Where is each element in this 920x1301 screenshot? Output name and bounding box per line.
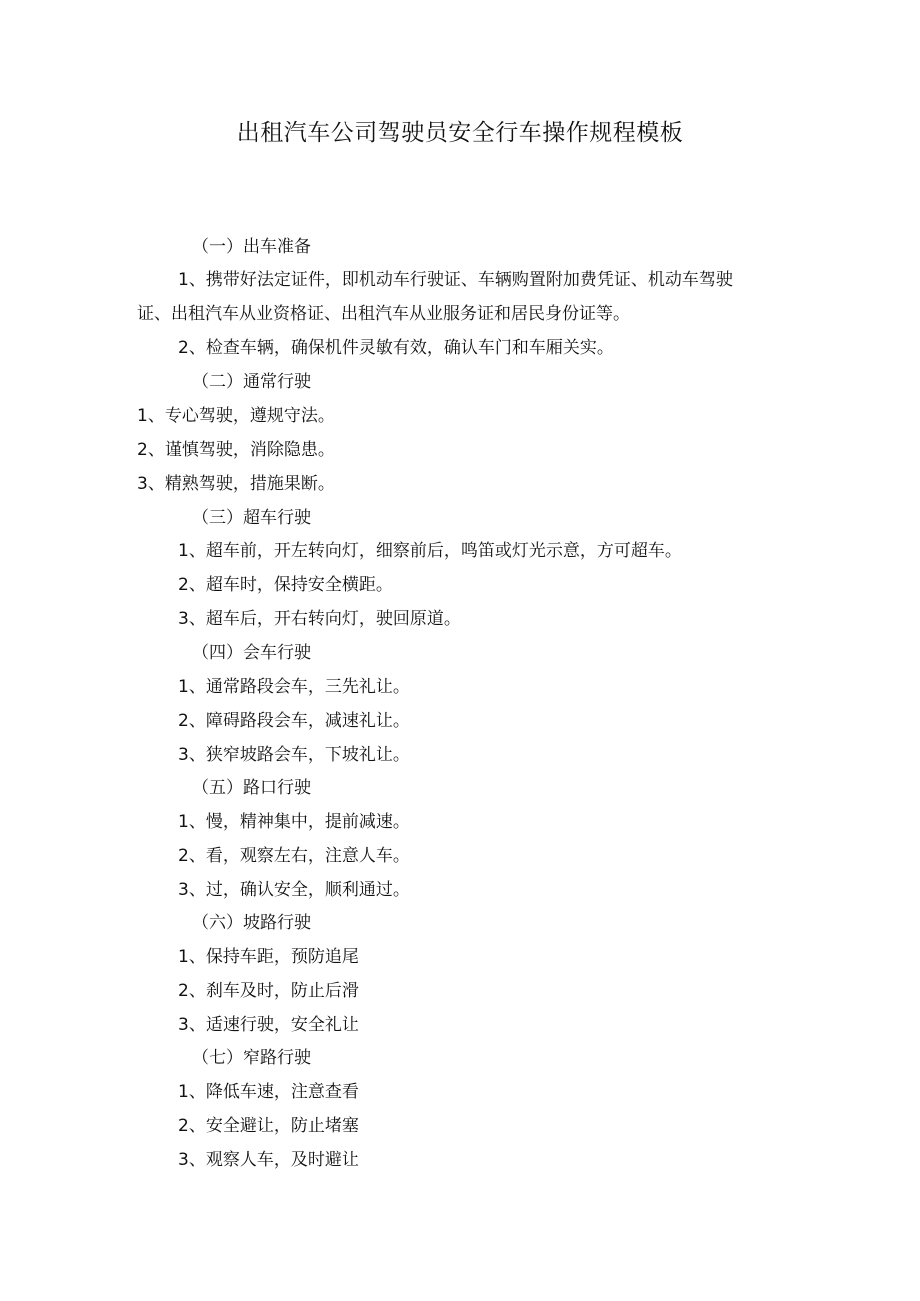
- section-2-item-2: 2、谨慎驾驶，消除隐患。: [137, 440, 335, 460]
- section-5-item-3: 3、过，确认安全，顺利通过。: [178, 880, 410, 900]
- section-1-item-2: 2、检查车辆，确保机件灵敏有效，确认车门和车厢关实。: [178, 338, 614, 358]
- section-heading-7: （七）窄路行驶: [192, 1048, 311, 1068]
- section-3-item-2: 2、超车时，保持安全横距。: [178, 575, 393, 595]
- section-4-item-2: 2、障碍路段会车，减速礼让。: [178, 711, 410, 731]
- section-7-item-1: 1、降低车速，注意查看: [178, 1082, 359, 1102]
- section-2-item-3: 3、精熟驾驶，措施果断。: [137, 474, 335, 494]
- section-heading-4: （四）会车行驶: [192, 643, 311, 663]
- section-7-item-3: 3、观察人车，及时避让: [178, 1150, 359, 1170]
- section-5-item-2: 2、看，观察左右，注意人车。: [178, 846, 410, 866]
- section-6-item-3: 3、适速行驶，安全礼让: [178, 1015, 359, 1035]
- section-4-item-1: 1、通常路段会车，三先礼让。: [178, 677, 410, 697]
- section-heading-3: （三）超车行驶: [192, 508, 311, 528]
- section-7-item-2: 2、安全避让，防止堵塞: [178, 1116, 359, 1136]
- section-heading-2: （二）通常行驶: [192, 372, 311, 392]
- document-title: 出租汽车公司驾驶员安全行车操作规程模板: [236, 120, 684, 146]
- section-4-item-3: 3、狭窄坡路会车，下坡礼让。: [178, 745, 410, 765]
- section-heading-5: （五）路口行驶: [192, 778, 311, 798]
- section-1-item-1-continued: 证、出租汽车从业资格证、出租汽车从业服务证和居民身份证等。: [137, 304, 630, 324]
- section-5-item-1: 1、慢，精神集中，提前减速。: [178, 812, 410, 832]
- section-2-item-1: 1、专心驾驶，遵规守法。: [137, 406, 335, 426]
- section-heading-1: （一）出车准备: [192, 237, 311, 257]
- section-6-item-1: 1、保持车距，预防追尾: [178, 947, 359, 967]
- section-3-item-3: 3、超车后，开右转向灯，驶回原道。: [178, 609, 461, 629]
- section-6-item-2: 2、刹车及时，防止后滑: [178, 981, 359, 1001]
- section-3-item-1: 1、超车前，开左转向灯，细察前后，鸣笛或灯光示意，方可超车。: [178, 541, 682, 561]
- section-heading-6: （六）坡路行驶: [192, 913, 311, 933]
- section-1-item-1: 1、携带好法定证件，即机动车行驶证、车辆购置附加费凭证、机动车驾驶: [178, 270, 733, 290]
